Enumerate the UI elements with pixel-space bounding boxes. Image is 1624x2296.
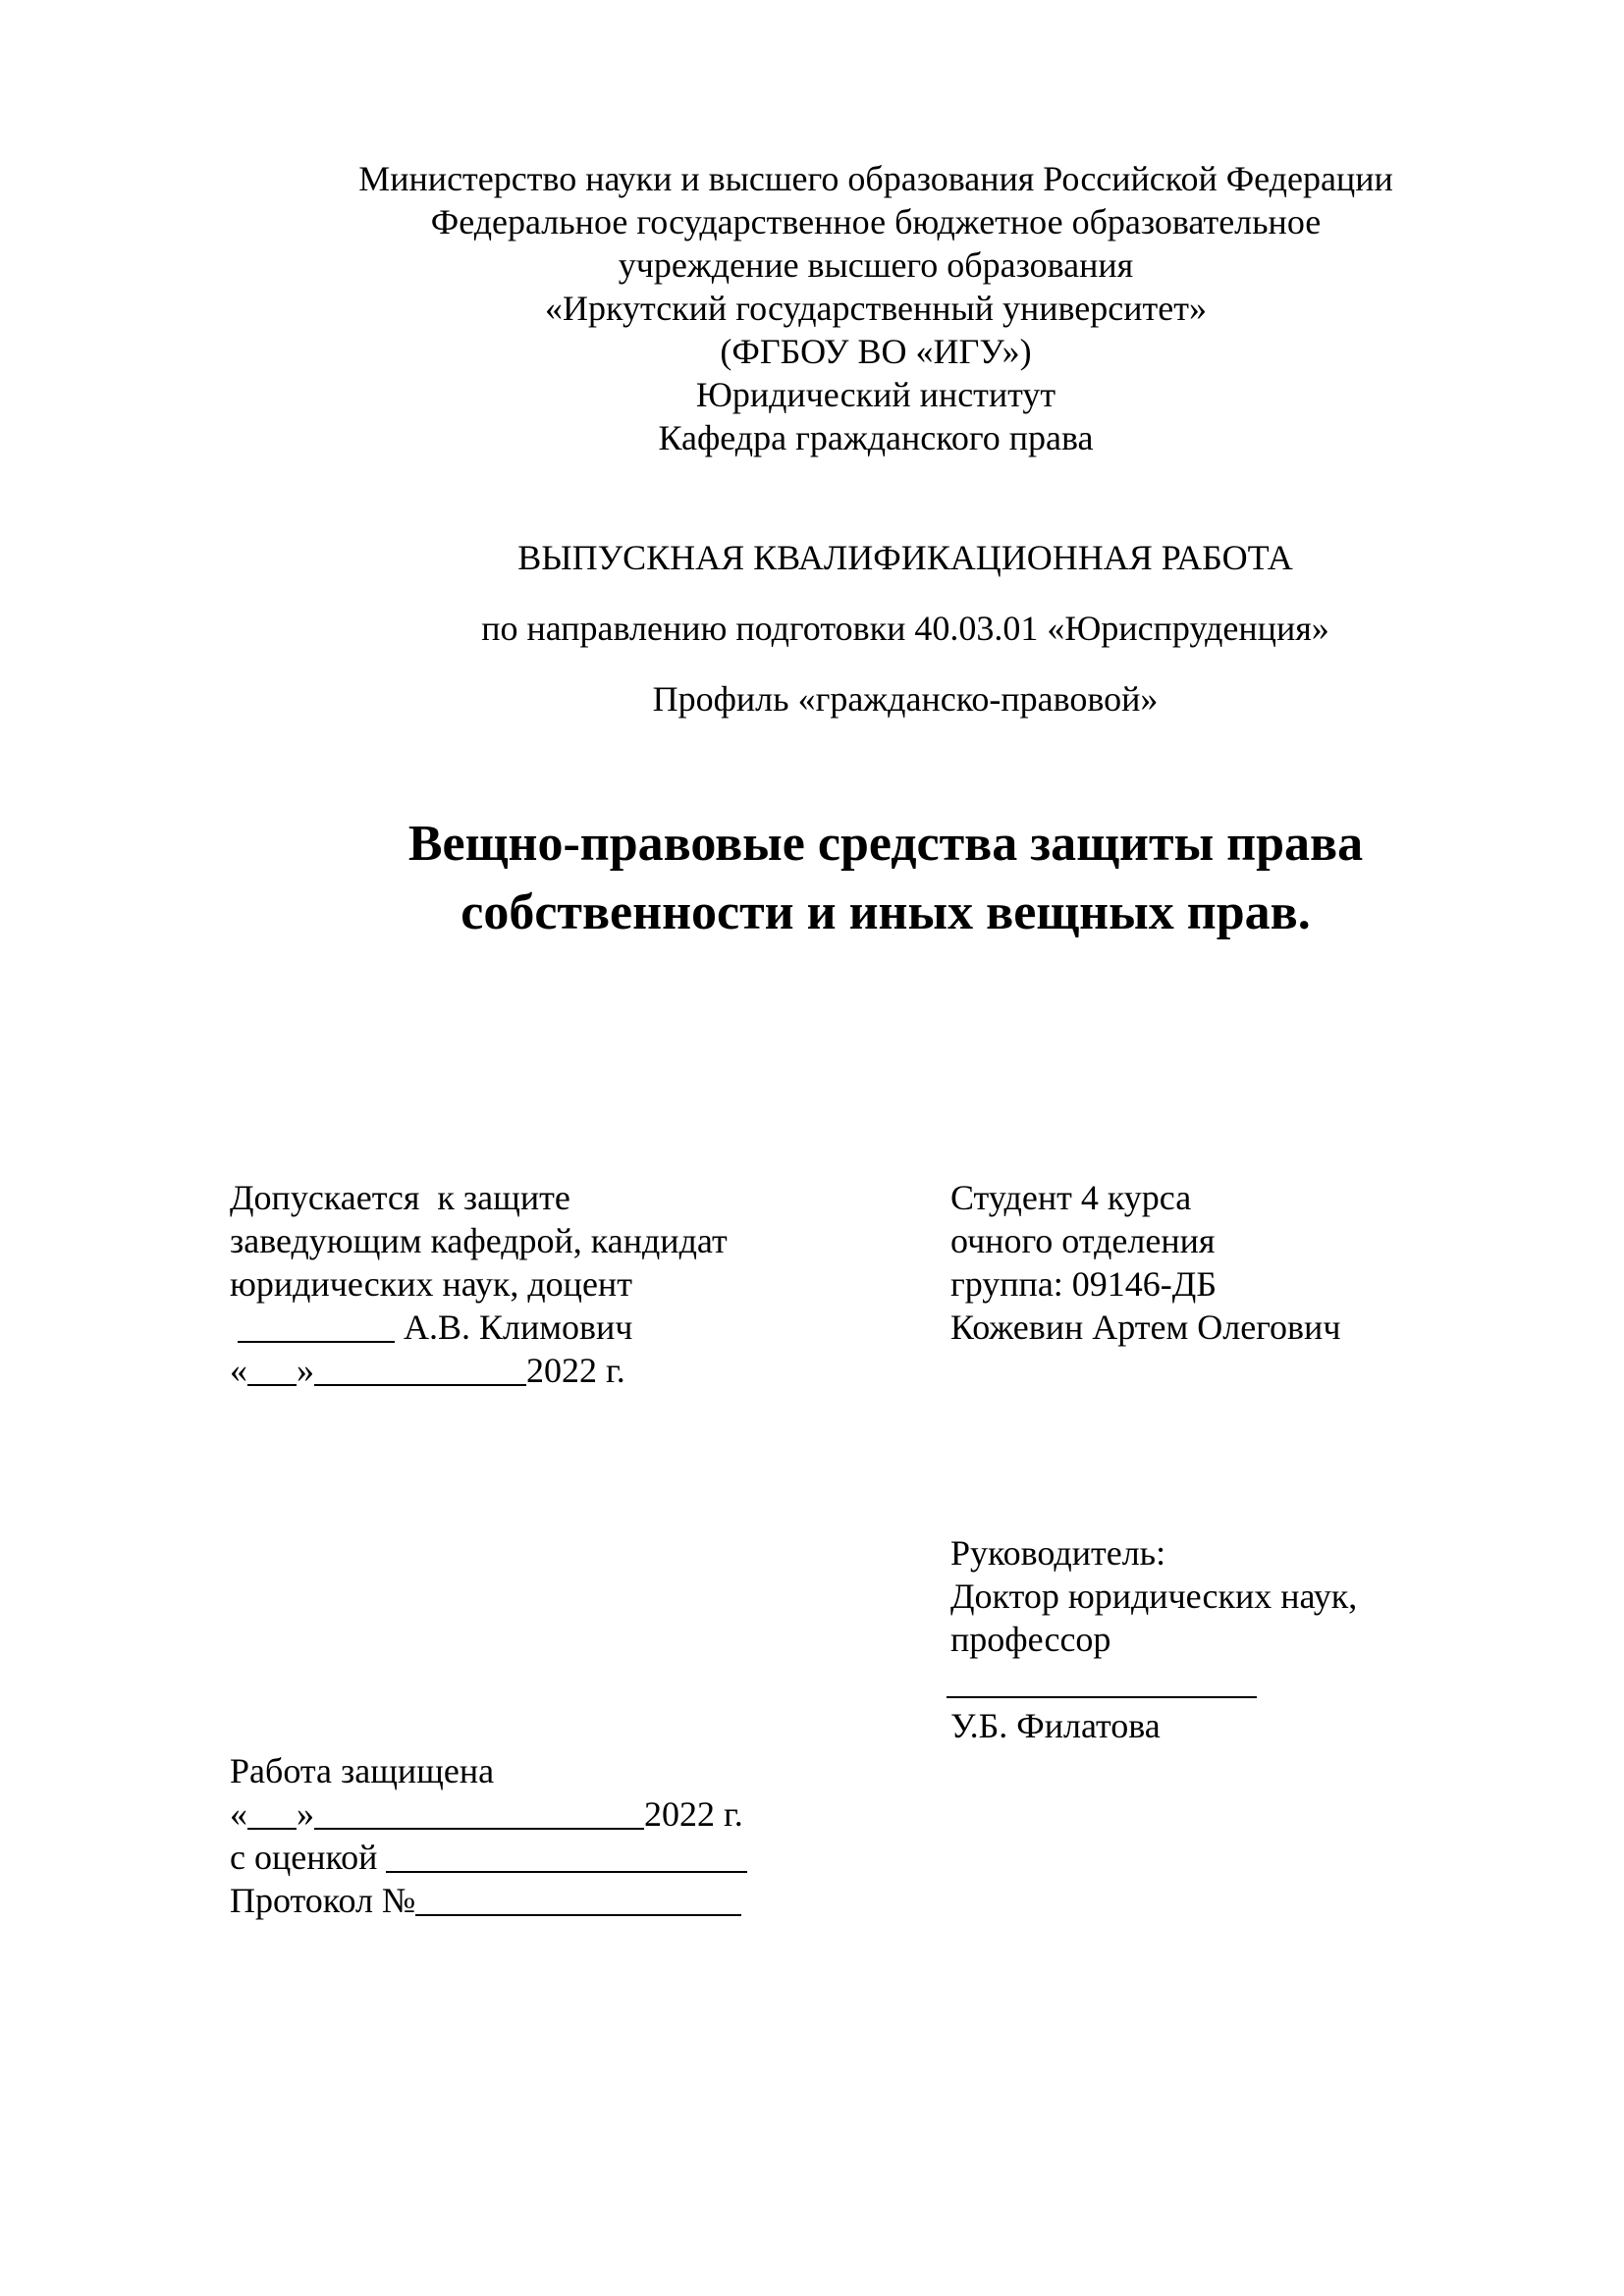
- quote-close: »: [297, 1351, 314, 1390]
- admission-date-line: [230, 1349, 625, 1392]
- grade-blank: [386, 1838, 747, 1873]
- grade-line: [230, 1836, 747, 1879]
- department-line: Кафедра гражданского права: [658, 418, 1094, 457]
- admission-line-1: Допускается к защите: [230, 1178, 570, 1217]
- supervisor-label: Руководитель:: [950, 1533, 1166, 1573]
- admission-signature-line: [230, 1306, 632, 1349]
- supervisor-signature-blank: [947, 1663, 1257, 1698]
- day-blank: [247, 1351, 297, 1386]
- title-line-1: Вещно-правовые средства защиты права: [407, 816, 1364, 872]
- admission-line-2: заведующим кафедрой, кандидат: [230, 1221, 728, 1260]
- admission-line-3: юридических наук, доцент: [230, 1264, 632, 1304]
- work-profile: Профиль «гражданско-правовой»: [652, 679, 1159, 719]
- title-line-2: собственности и иных вещных прав.: [460, 884, 1311, 940]
- grade-label: с оценкой: [230, 1838, 378, 1877]
- signature-blank: [238, 1308, 395, 1343]
- supervisor-title: профессор: [950, 1620, 1111, 1659]
- supervisor-signature-line: [947, 1661, 1257, 1704]
- abbreviation-line: (ФГБОУ ВО «ИГУ»): [720, 332, 1032, 371]
- month-blank: [314, 1351, 526, 1386]
- defense-label: Работа защищена: [230, 1751, 495, 1790]
- supervisor-name: У.Б. Филатова: [950, 1706, 1161, 1745]
- student-course: Студент 4 курса: [950, 1178, 1192, 1217]
- work-direction: по направлению подготовки 40.03.01 «Юриспруденция»: [481, 609, 1329, 648]
- defense-year: 2022 г.: [644, 1794, 743, 1834]
- ministry-line: Министерство науки и высшего образования Российской Федерации: [358, 159, 1393, 198]
- supervisor-degree: Доктор юридических наук,: [950, 1576, 1358, 1616]
- federal-line: Федеральное государственное бюджетное образовательное: [430, 202, 1322, 241]
- student-name: Кожевин Артем Олегович: [950, 1308, 1341, 1347]
- work-type: ВЫПУСКНАЯ КВАЛИФИКАЦИОННАЯ РАБОТА: [517, 538, 1293, 577]
- defense-date-line: [230, 1792, 743, 1836]
- admission-signer: А.В. Климович: [404, 1308, 633, 1347]
- defense-day-blank: [247, 1794, 297, 1830]
- protocol-line: [230, 1879, 741, 1922]
- quote-open: «: [230, 1351, 247, 1390]
- defense-month-blank: [314, 1794, 644, 1830]
- institute-line: Юридический институт: [695, 375, 1056, 414]
- protocol-blank: [415, 1881, 741, 1916]
- student-form: очного отделения: [950, 1221, 1216, 1260]
- defense-quote-close: »: [297, 1794, 314, 1834]
- defense-quote-open: «: [230, 1794, 247, 1834]
- protocol-label: Протокол №: [230, 1881, 416, 1920]
- institution-type-line: учреждение высшего образования: [618, 245, 1134, 285]
- university-line: «Иркутский государственный университет»: [545, 289, 1207, 328]
- student-group: группа: 09146-ДБ: [950, 1264, 1218, 1304]
- admission-year: 2022 г.: [526, 1351, 625, 1390]
